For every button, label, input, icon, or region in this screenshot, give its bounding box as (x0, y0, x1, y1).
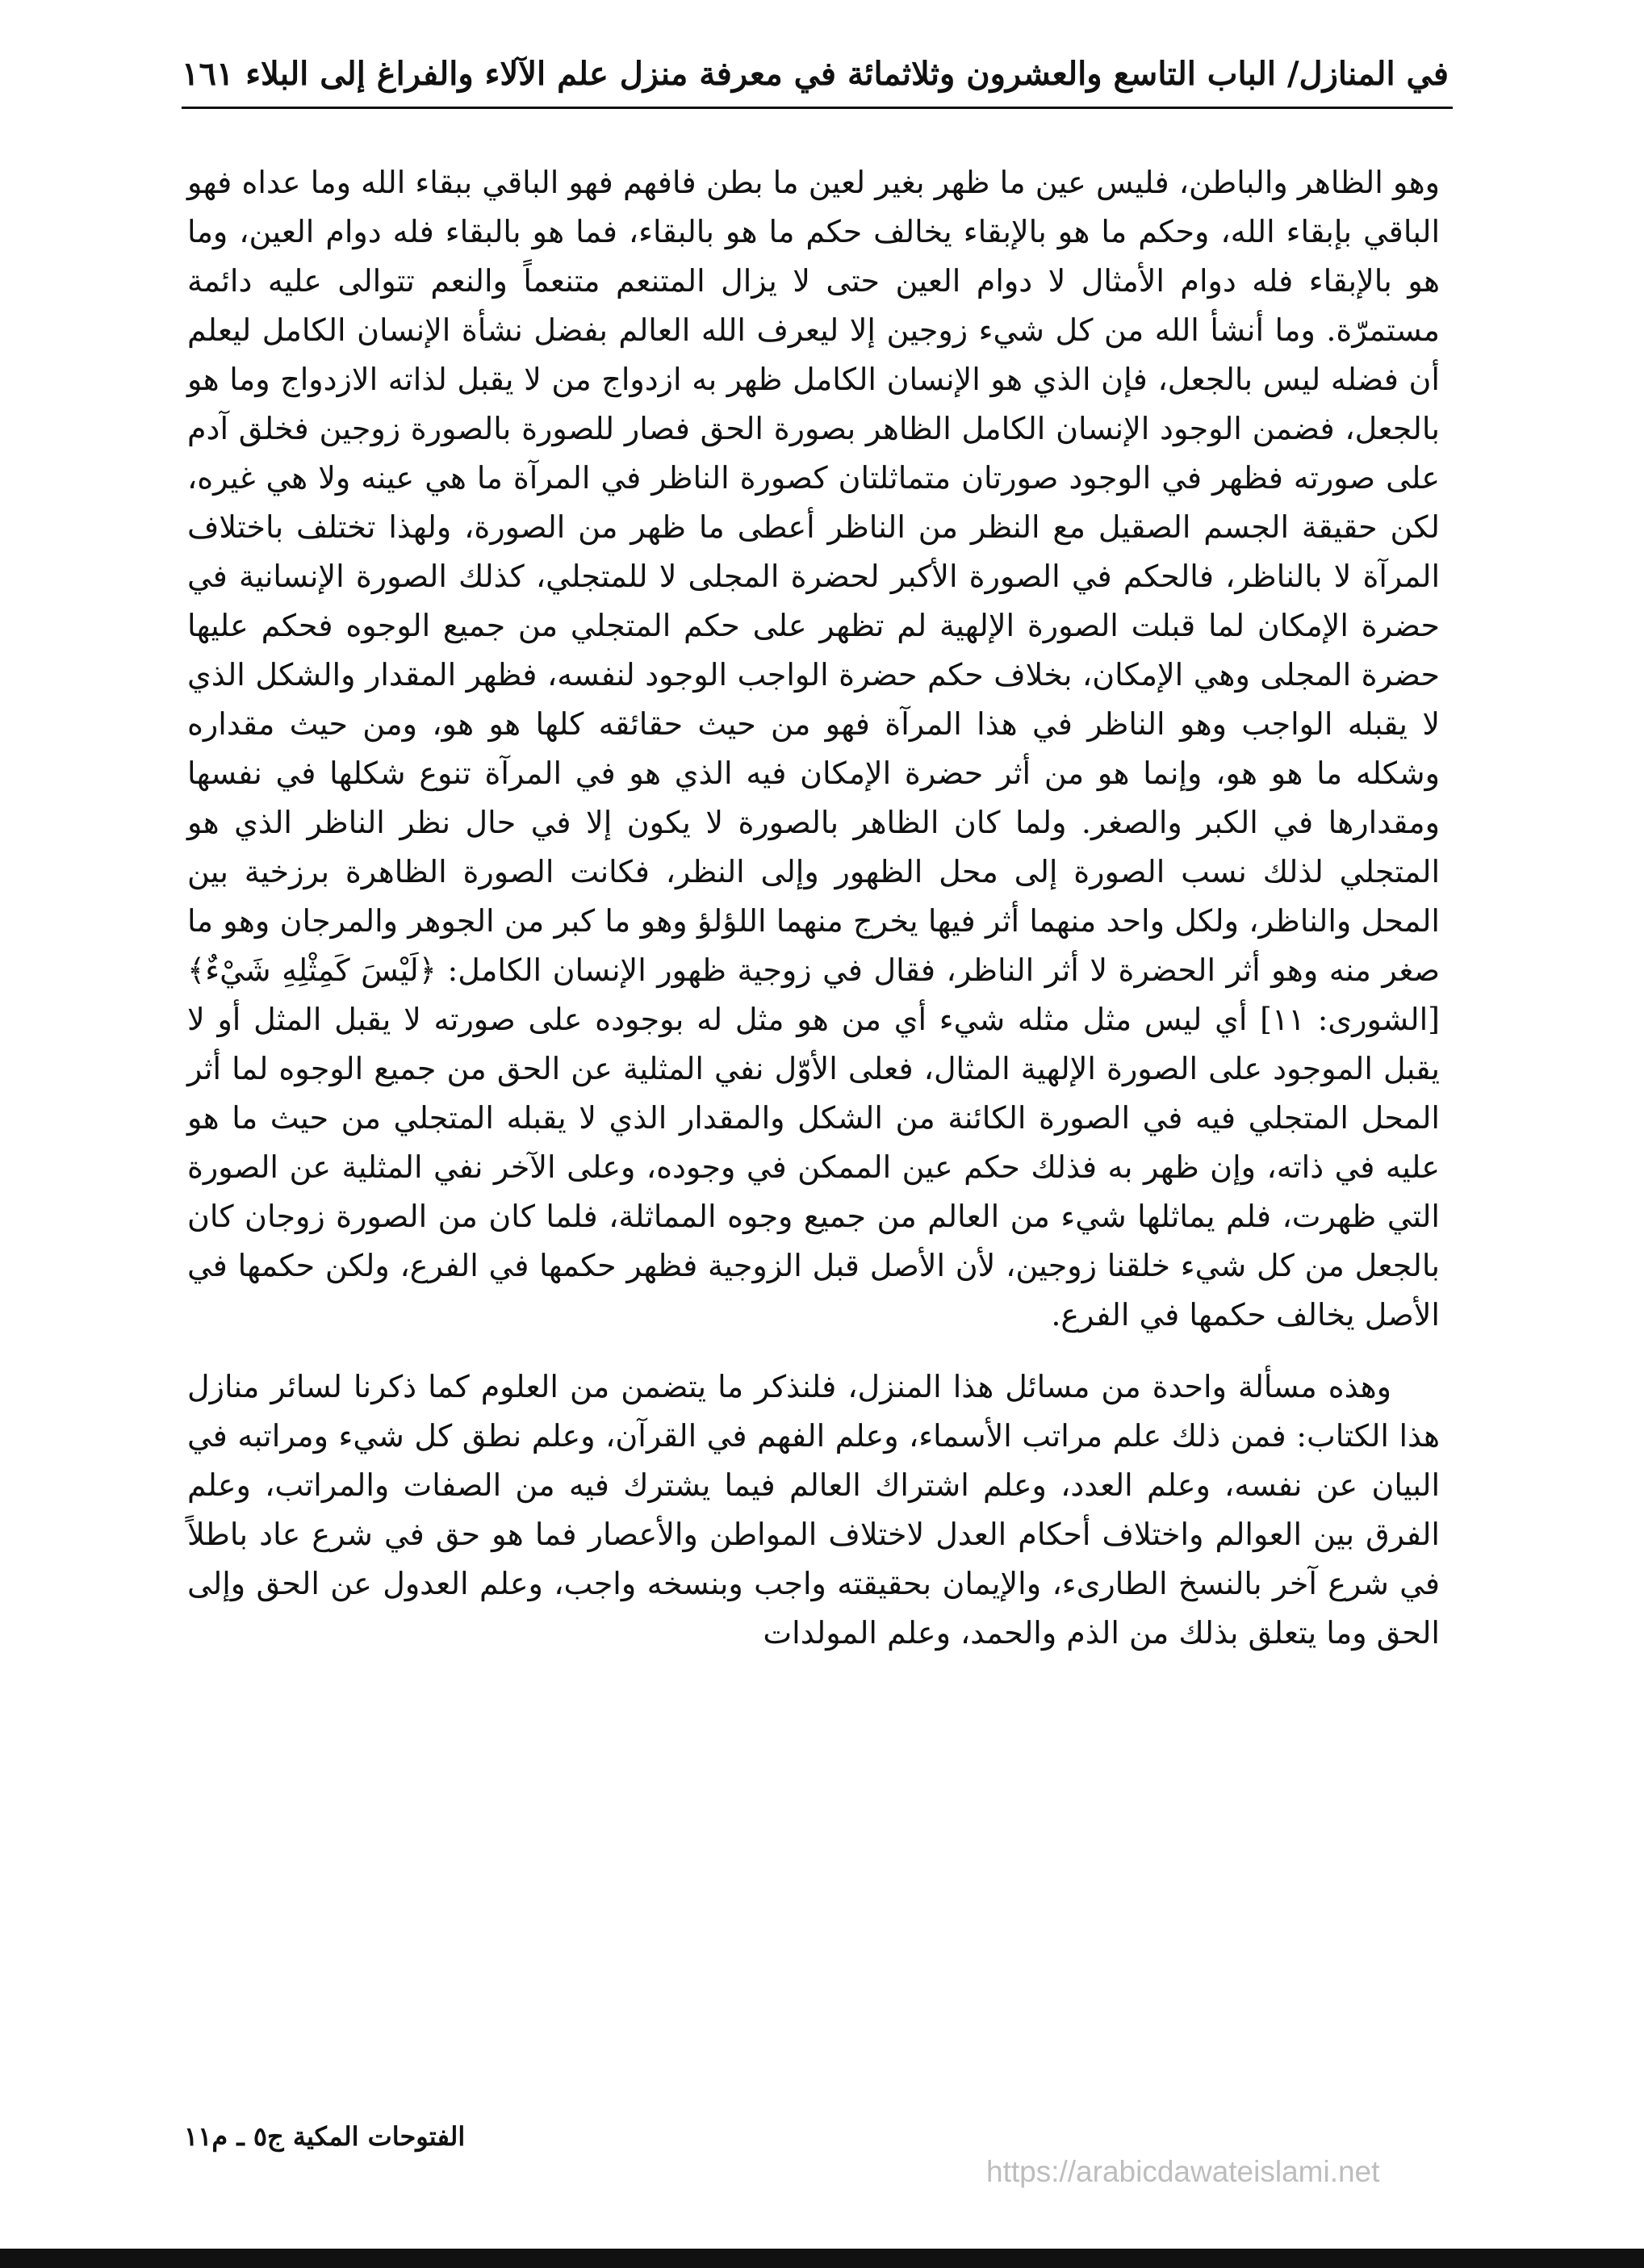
watermark-url: https://arabicdawateislami.net (986, 2155, 1380, 2188)
main-text (187, 158, 1440, 1658)
running-title: في المنازل/ الباب التاسع والعشرون وثلاثمائة في معرفة منزل علم الآلاء والفراغ إلى البلاء (245, 54, 1449, 93)
footer-signature: الفتوحات المكية ج٥ ـ م١١ (184, 2121, 466, 2152)
page-header (182, 48, 1449, 98)
page-number: ١٦١ (182, 54, 234, 93)
scan-bottom-edge (0, 2249, 1644, 2268)
paragraph-1: وهو الظاهر والباطن، فليس عين ما ظهر بغير لعين ما بطن فافهم فهو الباقي ببقاء الله وما عداه فهو الباقي بإبقاء الله، وحكم ما هو بالإبقاء يخالف حكم ما هو بالبقاء، فما هو بالبقاء فله دوام العين، وما هو بالإبقاء فله دوام الأمثال لا دوام العين حتى لا يزال المتنعم متنعماً والنعم تتوالى عليه دائمة مستمرّة. وما أنشأ الله من كل شيء زوجين إلا ليعرف الله العالم بفضل نشأة الإنسان الكامل ليعلم أن فضله ليس بالجعل، فإن الذي هو الإنسان الكامل ظهر به ازدواج من لا يقبل لذاته الازدواج وما هو بالجعل، فضمن الوجود الإنسان الكامل الظاهر بصورة الحق فصار للصورة بالصورة زوجين فخلق آدم على صورته فظهر في الوجود صورتان متماثلتان كصورة الناظر في المرآة ما هي عينه ولا هي غيره، لكن حقيقة الجسم الصقيل مع النظر من الناظر أعطى ما ظهر من الصورة، ولهذا تختلف باختلاف المرآة لا بالناظر، فالحكم في الصورة الأكبر لحضرة المجلى لا للمتجلي، كذلك الصورة الإنسانية في حضرة الإمكان لما قبلت الصورة الإلهية لم تظهر على حكم المتجلي من جميع الوجوه فحكم عليها حضرة المجلى وهي الإمكان، بخلاف حكم حضرة الواجب الوجود لنفسه، فظهر المقدار والشكل الذي لا يقبله الواجب وهو الناظر في هذا المرآة فهو من حيث حقائقه كلها هو هو، ومن حيث مقداره وشكله ما هو هو، وإنما هو من أثر حضرة الإمكان فيه الذي هو في المرآة تنوع شكلها في نفسها ومقدارها في الكبر والصغر. ولما كان الظاهر بالصورة لا يكون إلا في حال نظر الناظر الذي هو المتجلي لذلك نسب الصورة إلى محل الظهور وإلى النظر، فكانت الصورة الظاهرة برزخية بين المحل والناظر، ولكل واحد منهما أثر فيها يخرج منهما اللؤلؤ وهو ما كبر من الجوهر والمرجان وهو ما صغر منه وهو أثر الحضرة لا أثر الناظر، فقال في زوجية ظهور الإنسان الكامل: ﴿لَيْسَ كَمِثْلِهِ شَيْءٌ﴾ [الشورى: ١١] أي ليس مثل مثله شيء أي من هو مثل له بوجوده على صورته لا يقبل المثل أو لا يقبل الموجود على الصورة الإلهية المثال، فعلى الأوّل نفي المثلية عن الحق من جميع الوجوه لما أثر المحل المتجلي فيه في الصورة الكائنة من الشكل والمقدار الذي لا يقبله المتجلي من حيث ما هو عليه في ذاته، وإن ظهر به فذلك حكم عين الممكن في وجوده، وعلى الآخر نفي المثلية عن الصورة التي ظهرت، فلم يماثلها شيء من العالم من جميع وجوه المماثلة، فلما كان من الصورة زوجان كان بالجعل من كل شيء خلقنا زوجين، لأن الأصل قبل الزوجية فظهر حكمها في الفرع، ولكن حكمها في الأصل يخالف حكمها في الفرع. (187, 165, 1441, 1333)
paragraph-2: وهذه مسألة واحدة من مسائل هذا المنزل، فلنذكر ما يتضمن من العلوم كما ذكرنا لسائر منازل هذا الكتاب: فمن ذلك علم مراتب الأسماء، وعلم الفهم في القرآن، وعلم نطق كل شيء ومراتبه في البيان عن نفسه، وعلم العدد، وعلم اشتراك العالم فيما يشترك فيه من الصفات والمراتب، وعلم الفرق بين العوالم واختلاف أحكام العدل لاختلاف المواطن والأعصار فما هو حق في شرع عاد باطلاً في شرع آخر بالنسخ الطارىء، والإيمان بحقيقته واجب وبنسخه واجب، وعلم العدول عن الحق وإلى الحق وما يتعلق بذلك من الذم والحمد، وعلم المولدات (187, 1369, 1440, 1651)
header-rule (182, 107, 1453, 109)
